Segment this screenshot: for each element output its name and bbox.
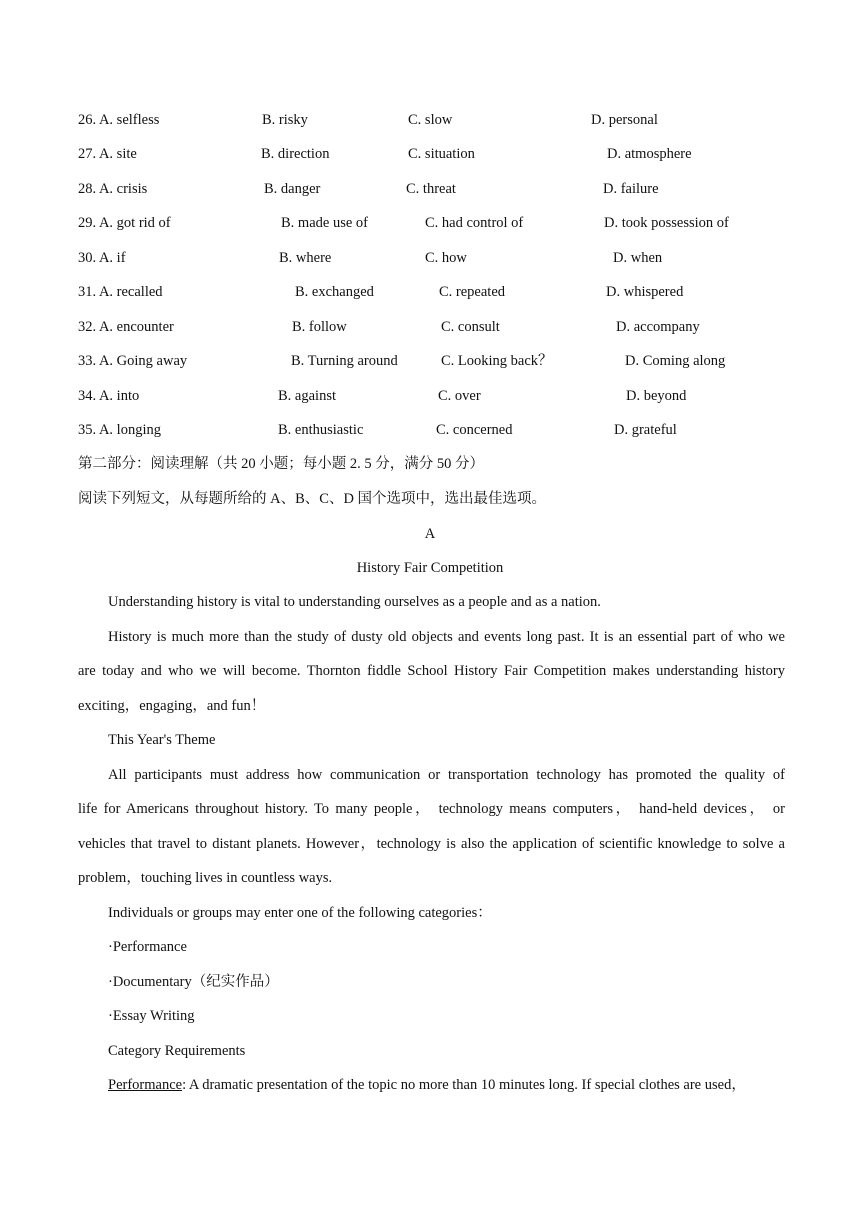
option-b: B. direction bbox=[261, 146, 330, 162]
option-c: C. concerned bbox=[436, 422, 513, 438]
option-b: B. danger bbox=[264, 181, 321, 197]
question-34 bbox=[0, 386, 860, 406]
question-27 bbox=[0, 144, 860, 164]
option-b: B. where bbox=[279, 250, 332, 266]
option-b: B. follow bbox=[292, 319, 347, 335]
passage-title: History Fair Competition bbox=[356, 560, 504, 576]
option-a: 32. A. encounter bbox=[78, 319, 174, 335]
option-d: D. accompany bbox=[616, 319, 700, 335]
option-a: 33. A. Going away bbox=[78, 353, 188, 369]
option-c: C. consult bbox=[441, 319, 500, 335]
option-c: C. had control of bbox=[425, 215, 524, 231]
option-b: B. Turning around bbox=[291, 353, 398, 369]
question-30 bbox=[0, 248, 860, 268]
option-a: 31. A. recalled bbox=[78, 284, 163, 300]
option-d: D. beyond bbox=[626, 388, 687, 404]
option-b: B. made use of bbox=[281, 215, 368, 231]
option-d: D. Coming along bbox=[625, 353, 726, 369]
category-performance: ·Performance bbox=[108, 939, 187, 955]
category-essay-writing: ·Essay Writing bbox=[108, 1008, 195, 1024]
paragraph-3-line-1: All participants must address how communication or transportation technology has promoted the quality of bbox=[108, 767, 785, 783]
requirements-heading: Category Requirements bbox=[108, 1043, 246, 1059]
option-d: D. grateful bbox=[614, 422, 677, 438]
section-instruction: 阅读下列短文，从每题所给的 A、B、C、D 国个选项中，选出最佳选项。 bbox=[78, 491, 547, 507]
option-a: 28. A. crisis bbox=[78, 181, 148, 197]
option-d: D. atmosphere bbox=[607, 146, 692, 162]
question-33 bbox=[0, 351, 860, 371]
option-a: 30. A. if bbox=[78, 250, 126, 266]
question-35 bbox=[0, 420, 860, 440]
section-heading: 第二部分：阅读理解（共 20 小题；每小题 2. 5 分，满分 50 分） bbox=[78, 456, 484, 472]
option-a: 26. A. selfless bbox=[78, 112, 160, 128]
option-a: 35. A. longing bbox=[78, 422, 161, 438]
option-c: C. repeated bbox=[439, 284, 506, 300]
performance-label: Performance bbox=[108, 1077, 183, 1093]
passage-letter: A bbox=[424, 526, 436, 542]
option-c: C. how bbox=[425, 250, 467, 266]
paragraph-2-line-1: History is much more than the study of dusty old objects and events long past. It is an essential part of who we bbox=[108, 629, 785, 645]
option-d: D. personal bbox=[591, 112, 658, 128]
option-a: 29. A. got rid of bbox=[78, 215, 171, 231]
paragraph-2-line-3: exciting，engaging，and fun！ bbox=[78, 698, 266, 714]
option-a: 27. A. site bbox=[78, 146, 137, 162]
option-c: C. situation bbox=[408, 146, 475, 162]
performance-text: : A dramatic presentation of the topic no more than 10 minutes long. If special clothes are used， bbox=[182, 1077, 746, 1093]
option-d: D. failure bbox=[603, 181, 659, 197]
option-b: B. enthusiastic bbox=[278, 422, 364, 438]
paragraph-3-line-2: life for Americans throughout history. To many people， technology means computers， hand-held devices， or bbox=[78, 801, 785, 817]
paragraph-3-line-3: vehicles that travel to distant planets. However，technology is also the application of scientific knowledge to solve a bbox=[78, 836, 785, 852]
paragraph-1: Understanding history is vital to understanding ourselves as a people and as a nation. bbox=[108, 594, 601, 610]
option-b: B. exchanged bbox=[295, 284, 374, 300]
performance-requirement bbox=[108, 1075, 746, 1095]
option-c: C. threat bbox=[406, 181, 456, 197]
categories-intro: Individuals or groups may enter one of the following categories： bbox=[108, 905, 492, 921]
question-31 bbox=[0, 282, 860, 302]
question-26 bbox=[0, 110, 860, 130]
question-29 bbox=[0, 213, 860, 233]
option-d: D. took possession of bbox=[604, 215, 729, 231]
theme-heading: This Year's Theme bbox=[108, 732, 216, 748]
category-documentary: ·Documentary（纪实作品） bbox=[108, 974, 279, 990]
paragraph-2-line-2: are today and who we will become. Thornton fiddle School History Fair Competition makes understanding history bbox=[78, 663, 785, 679]
option-c: C. slow bbox=[408, 112, 453, 128]
option-c: C. over bbox=[438, 388, 481, 404]
option-b: B. risky bbox=[262, 112, 308, 128]
question-28 bbox=[0, 179, 860, 199]
option-a: 34. A. into bbox=[78, 388, 140, 404]
option-d: D. whispered bbox=[606, 284, 684, 300]
option-c: C. Looking back？ bbox=[441, 353, 553, 369]
option-b: B. against bbox=[278, 388, 336, 404]
paragraph-3-line-4: problem，touching lives in countless ways. bbox=[78, 870, 333, 886]
question-32 bbox=[0, 317, 860, 337]
option-d: D. when bbox=[613, 250, 663, 266]
